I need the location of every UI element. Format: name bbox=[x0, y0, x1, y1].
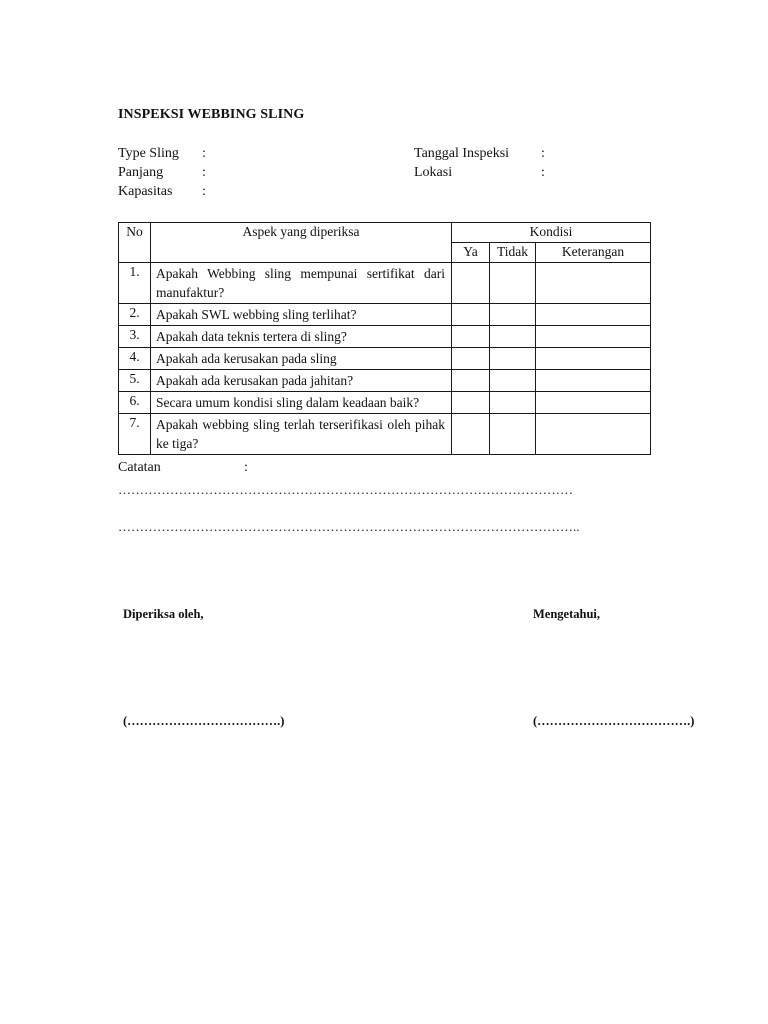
row-number: 4. bbox=[119, 348, 151, 370]
kapasitas-label: Kapasitas bbox=[118, 184, 173, 199]
row-aspek: Apakah ada kerusakan pada jahitan? bbox=[151, 370, 452, 392]
row-aspek: Apakah data teknis tertera di sling? bbox=[151, 326, 452, 348]
table-row bbox=[119, 304, 651, 326]
form-title: INSPEKSI WEBBING SLING bbox=[118, 107, 305, 122]
row-aspek: Apakah SWL webbing sling terlihat? bbox=[151, 304, 452, 326]
row-number: 5. bbox=[119, 370, 151, 392]
panjang-colon: : bbox=[202, 165, 206, 180]
row-aspek: Apakah Webbing sling mempunai sertifikat dari manufaktur? bbox=[151, 263, 452, 304]
ya-cell[interactable] bbox=[452, 414, 490, 455]
panjang-label: Panjang bbox=[118, 165, 164, 180]
catatan-label: Catatan bbox=[118, 460, 161, 475]
tidak-cell[interactable] bbox=[490, 392, 536, 414]
catatan-colon: : bbox=[244, 460, 248, 475]
ya-cell[interactable] bbox=[452, 348, 490, 370]
row-number: 7. bbox=[119, 414, 151, 455]
table-row bbox=[119, 326, 651, 348]
tanggal-inspeksi-colon: : bbox=[541, 146, 545, 161]
tidak-cell[interactable] bbox=[490, 263, 536, 304]
keterangan-cell[interactable] bbox=[536, 304, 651, 326]
header-aspek: Aspek yang diperiksa bbox=[151, 223, 452, 263]
tidak-cell[interactable] bbox=[490, 370, 536, 392]
header-keterangan: Keterangan bbox=[536, 243, 651, 263]
row-number: 1. bbox=[119, 263, 151, 304]
header-kondisi: Kondisi bbox=[452, 223, 651, 243]
mengetahui-signature-line[interactable]: (……………………………….) bbox=[533, 714, 695, 728]
diperiksa-oleh-label: Diperiksa oleh, bbox=[123, 607, 204, 621]
ya-cell[interactable] bbox=[452, 326, 490, 348]
row-aspek: Secara umum kondisi sling dalam keadaan baik? bbox=[151, 392, 452, 414]
keterangan-cell[interactable] bbox=[536, 348, 651, 370]
row-aspek: Apakah ada kerusakan pada sling bbox=[151, 348, 452, 370]
inspection-table bbox=[118, 222, 651, 455]
table-row bbox=[119, 370, 651, 392]
ya-cell[interactable] bbox=[452, 263, 490, 304]
row-number: 6. bbox=[119, 392, 151, 414]
diperiksa-signature-line[interactable]: (……………………………….) bbox=[123, 714, 285, 728]
tanggal-inspeksi-label: Tanggal Inspeksi bbox=[414, 146, 510, 161]
keterangan-cell[interactable] bbox=[536, 370, 651, 392]
ya-cell[interactable] bbox=[452, 370, 490, 392]
row-number: 3. bbox=[119, 326, 151, 348]
table-row bbox=[119, 392, 651, 414]
ya-cell[interactable] bbox=[452, 304, 490, 326]
lokasi-colon: : bbox=[541, 165, 545, 180]
header-no: No bbox=[119, 223, 151, 263]
catatan-line-2[interactable]: …………………………………………………………………………………………….. bbox=[118, 519, 580, 534]
row-number: 2. bbox=[119, 304, 151, 326]
table-row bbox=[119, 414, 651, 455]
table-row bbox=[119, 348, 651, 370]
header-tidak: Tidak bbox=[490, 243, 536, 263]
keterangan-cell[interactable] bbox=[536, 414, 651, 455]
mengetahui-label: Mengetahui, bbox=[533, 607, 601, 621]
keterangan-cell[interactable] bbox=[536, 326, 651, 348]
ya-cell[interactable] bbox=[452, 392, 490, 414]
keterangan-cell[interactable] bbox=[536, 392, 651, 414]
lokasi-label: Lokasi bbox=[414, 165, 453, 180]
kapasitas-colon: : bbox=[202, 184, 206, 199]
type-sling-label: Type Sling bbox=[118, 146, 179, 161]
type-sling-colon: : bbox=[202, 146, 206, 161]
tidak-cell[interactable] bbox=[490, 348, 536, 370]
row-aspek: Apakah webbing sling terlah terserifikasi oleh pihak ke tiga? bbox=[151, 414, 452, 455]
tidak-cell[interactable] bbox=[490, 326, 536, 348]
tidak-cell[interactable] bbox=[490, 304, 536, 326]
header-ya: Ya bbox=[452, 243, 490, 263]
catatan-line-1[interactable]: …………………………………………………………………………………………… bbox=[118, 482, 573, 497]
tidak-cell[interactable] bbox=[490, 414, 536, 455]
keterangan-cell[interactable] bbox=[536, 263, 651, 304]
table-row bbox=[119, 263, 651, 304]
